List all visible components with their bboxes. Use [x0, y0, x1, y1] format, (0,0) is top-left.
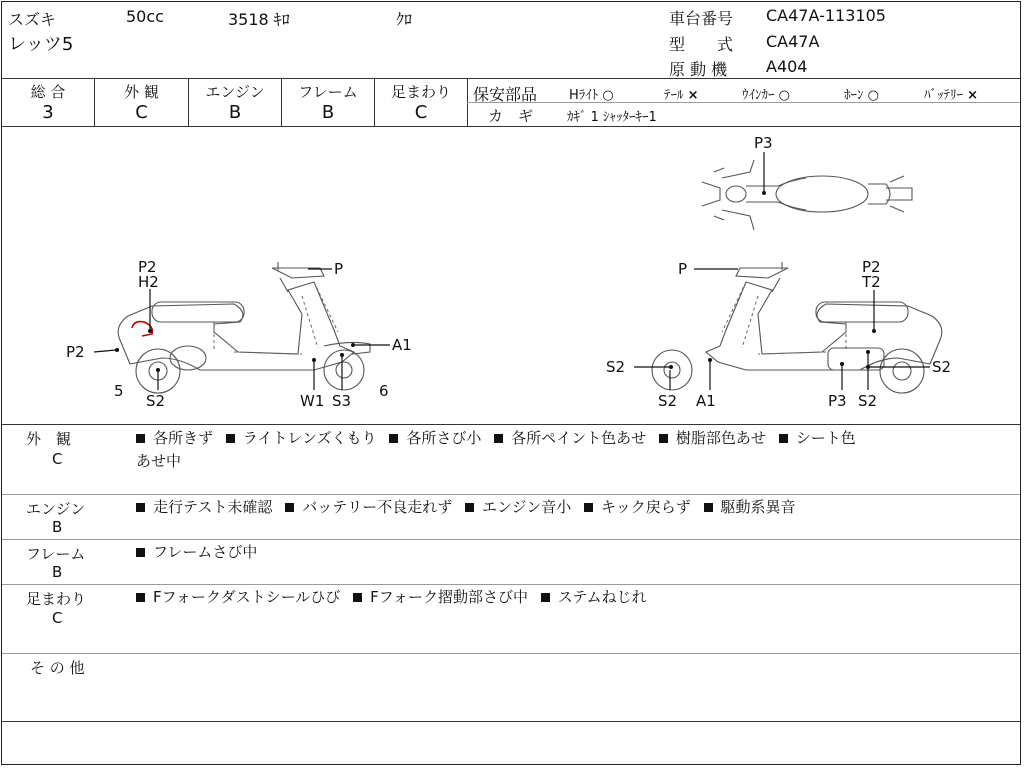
- safety-battery: [924, 84, 978, 103]
- remark-item: 各所ペイント色あせ: [511, 429, 647, 447]
- h2-mark: [132, 322, 152, 336]
- remark-item: エンジン音小: [481, 498, 572, 516]
- safety-mark: ×: [687, 88, 699, 103]
- remark-items-suspension: [136, 586, 647, 608]
- inspection-sheet: [1, 1, 1021, 765]
- remark-label-exterior: 外 観: [26, 430, 72, 448]
- remark-label-engine: エンジン: [26, 500, 86, 518]
- frame-no-label: 車台番号: [669, 9, 734, 28]
- safety-tail: [664, 84, 699, 103]
- remark-item: キック戻らず: [601, 498, 691, 516]
- label-w1: W1: [300, 392, 325, 410]
- remark-grade-suspension: C: [52, 609, 63, 627]
- grade-label-engine: エンジン: [205, 83, 265, 101]
- grade-label-exterior: 外 観: [124, 83, 159, 101]
- remark-divider: [2, 653, 1020, 654]
- label-s2-right-bottom: S2: [658, 392, 678, 410]
- label-p3-top: P3: [754, 134, 773, 152]
- remark-divider: [2, 539, 1020, 540]
- grade-label-overall: 総 合: [30, 83, 66, 101]
- remark-items-engine: [136, 496, 796, 518]
- remark-divider: [2, 584, 1020, 585]
- label-p2-left: P2: [66, 343, 85, 361]
- header-divider: [2, 78, 1020, 79]
- label-5: 5: [114, 382, 124, 400]
- label-p2-top: P2: [138, 258, 157, 276]
- remark-grade-exterior: C: [52, 450, 63, 468]
- remark-items-frame: [136, 541, 257, 563]
- label-s2-right-bottom2: S2: [858, 392, 878, 410]
- remark-item: Fフォーク摺動部さび中: [370, 588, 528, 606]
- scooter-top-view: [702, 160, 912, 230]
- remark-item: 樹脂部色あせ: [675, 429, 766, 447]
- footer-divider: [2, 721, 1020, 722]
- grade-value-engine: B: [228, 102, 242, 123]
- grade-value-frame: B: [321, 102, 335, 123]
- label-h2: H2: [138, 273, 159, 291]
- safety-item-name: Hﾗｲﾄ: [569, 88, 599, 103]
- remark-grade-frame: B: [52, 563, 63, 581]
- color: ｸﾛ: [396, 10, 413, 29]
- label-t2: T2: [862, 273, 881, 291]
- label-p3-right: P3: [828, 392, 847, 410]
- remark-item: シート色: [795, 429, 856, 447]
- frame-no: CA47A-113105: [766, 6, 886, 25]
- damage-diagram: [2, 126, 1021, 424]
- remark-item: Fフォークダストシールひび: [153, 588, 341, 606]
- remark-grade-engine: B: [52, 518, 63, 536]
- displacement: 50cc: [126, 7, 164, 26]
- label-p2-right: P2: [862, 258, 881, 276]
- safety-item-name: ﾃｰﾙ: [664, 88, 684, 103]
- remark-label-other: そ の 他: [30, 659, 85, 677]
- safety-label: 保安部品: [473, 85, 538, 104]
- safety-item-name: ﾎｰﾝ: [844, 88, 864, 103]
- maker: スズキ: [8, 10, 57, 29]
- label-6: 6: [379, 382, 389, 400]
- remark-item: フレームさび中: [153, 543, 258, 561]
- label-a1-left: A1: [392, 336, 412, 354]
- engine-label: 原 動 機: [669, 60, 728, 79]
- safety-item-name: ﾊﾞｯﾃﾘｰ: [924, 88, 963, 103]
- remark-item: ステムねじれ: [557, 588, 647, 606]
- mileage: 3518 ｷﾛ: [228, 10, 290, 29]
- safety-mark: ×: [967, 88, 979, 103]
- safety-mark: ○: [867, 88, 879, 103]
- label-p-right: P: [678, 260, 688, 278]
- model-name: レッツ5: [8, 34, 74, 55]
- diagram-bottom-divider: [2, 424, 1020, 425]
- scooter-right-side: [652, 262, 942, 393]
- type-label: 型 式: [669, 35, 734, 54]
- label-s2-right-left: S2: [606, 358, 626, 376]
- grade-value-suspension: C: [414, 102, 428, 123]
- safety-item-name: ｳｲﾝｶｰ: [742, 88, 775, 103]
- label-a1-right: A1: [696, 392, 716, 410]
- safety-mark: ○: [602, 88, 614, 103]
- label-s2-left: S2: [146, 392, 166, 410]
- remark-item: 走行テスト未確認: [153, 498, 273, 516]
- safety-mark: ○: [778, 88, 790, 103]
- label-s2-right-right: S2: [932, 358, 952, 376]
- remark-divider: [2, 494, 1020, 495]
- grade-value-exterior: C: [135, 102, 148, 123]
- key-value: ｶｷﾞ 1 ｼｬｯﾀｰｷｰ1: [567, 110, 657, 125]
- remark-item: バッテリー不良走れず: [302, 498, 453, 516]
- grade-value-overall: 3: [42, 102, 54, 123]
- engine-value: A404: [766, 57, 808, 76]
- grade-label-suspension: 足まわり: [390, 83, 451, 101]
- remark-label-suspension: 足まわり: [26, 590, 87, 608]
- safety-winker: [742, 84, 790, 103]
- key-label: カ ギ: [488, 107, 534, 125]
- grade-label-frame: フレーム: [298, 83, 358, 101]
- safety-horn: [844, 84, 879, 103]
- remark-label-frame: フレーム: [26, 545, 86, 563]
- remark-item: 各所さび小: [406, 429, 482, 447]
- type-value: CA47A: [766, 32, 820, 51]
- safety-headlight: [569, 84, 614, 103]
- remark-item: 駆動系異音: [720, 498, 796, 516]
- remark-items-exterior: [136, 427, 856, 449]
- label-p-left: P: [334, 260, 344, 278]
- remark-continuation-exterior: あせ中: [136, 452, 182, 470]
- label-s3: S3: [332, 392, 352, 410]
- remark-item: ライトレンズくもり: [242, 429, 377, 447]
- remark-item: 各所きず: [153, 429, 214, 447]
